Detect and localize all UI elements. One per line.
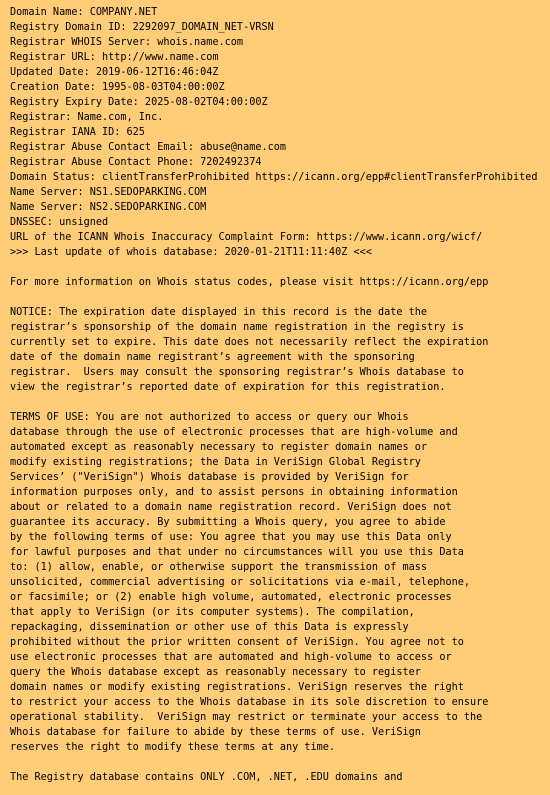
notice-line: registrar. Users may consult the sponsoring registrar’s Whois database to bbox=[10, 367, 464, 378]
whois-line-creation-date: Creation Date: 1995-08-03T04:00:00Z bbox=[10, 82, 225, 93]
terms-line: prohibited without the prior written consent of VeriSign. You agree not to bbox=[10, 637, 464, 648]
terms-line: operational stability. VeriSign may restrict or terminate your access to the bbox=[10, 712, 483, 723]
blank-line bbox=[10, 755, 550, 770]
blank-line bbox=[10, 395, 550, 410]
whois-line-updated-date: Updated Date: 2019-06-12T16:46:04Z bbox=[10, 67, 219, 78]
notice-line: date of the domain name registrant’s agreement with the sponsoring bbox=[10, 352, 415, 363]
terms-line: that apply to VeriSign (or its computer systems). The compilation, bbox=[10, 607, 415, 618]
terms-line: to: (1) allow, enable, or otherwise support the transmission of mass bbox=[10, 562, 428, 573]
blank-line bbox=[10, 260, 550, 275]
whois-line-name-server-2: Name Server: NS2.SEDOPARKING.COM bbox=[10, 202, 207, 213]
whois-line-abuse-email: Registrar Abuse Contact Email: abuse@name.com bbox=[10, 142, 287, 153]
terms-line: database through the use of electronic processes that are high-volume and bbox=[10, 427, 458, 438]
terms-line: repackaging, dissemination or other use of this Data is expressly bbox=[10, 622, 409, 633]
whois-line-registrar-iana-id: Registrar IANA ID: 625 bbox=[10, 127, 145, 138]
whois-line-registry-expiry-date: Registry Expiry Date: 2025-08-02T04:00:00Z bbox=[10, 97, 268, 108]
whois-line-registry-domain-id: Registry Domain ID: 2292097_DOMAIN_NET-VRSN bbox=[10, 22, 274, 33]
whois-line-status-codes-info: For more information on Whois status codes, please visit https://icann.org/epp bbox=[10, 277, 489, 288]
terms-line: guarantee its accuracy. By submitting a Whois query, you agree to abide bbox=[10, 517, 446, 528]
registry-database-line: The Registry database contains ONLY .COM, .NET, .EDU domains and bbox=[10, 772, 403, 783]
whois-line-registrar-whois-server: Registrar WHOIS Server: whois.name.com bbox=[10, 37, 244, 48]
notice-line: view the registrar’s reported date of expiration for this registration. bbox=[10, 382, 446, 393]
terms-line: to restrict your access to the Whois database in its sole discretion to ensure bbox=[10, 697, 489, 708]
terms-line: TERMS OF USE: You are not authorized to access or query our Whois bbox=[10, 412, 409, 423]
terms-line: for lawful purposes and that under no circumstances will you use this Data bbox=[10, 547, 464, 558]
terms-line: by the following terms of use: You agree that you may use this Data only bbox=[10, 532, 452, 543]
whois-line-name-server-1: Name Server: NS1.SEDOPARKING.COM bbox=[10, 187, 207, 198]
notice-line: currently set to expire. This date does not necessarily reflect the expiration bbox=[10, 337, 489, 348]
whois-line-domain-name: Domain Name: COMPANY.NET bbox=[10, 7, 158, 18]
terms-line: reserves the right to modify these terms at any time. bbox=[10, 742, 336, 753]
whois-line-abuse-phone: Registrar Abuse Contact Phone: 7202492374 bbox=[10, 157, 262, 168]
whois-line-dnssec: DNSSEC: unsigned bbox=[10, 217, 109, 228]
terms-line: Whois database for failure to abide by these terms of use. VeriSign bbox=[10, 727, 421, 738]
terms-line: unsolicited, commercial advertising or solicitations via e-mail, telephone, bbox=[10, 577, 471, 588]
notice-line: NOTICE: The expiration date displayed in this record is the date the bbox=[10, 307, 428, 318]
whois-line-registrar-url: Registrar URL: http://www.name.com bbox=[10, 52, 219, 63]
terms-line: automated except as reasonably necessary to register domain names or bbox=[10, 442, 428, 453]
terms-line: use electronic processes that are automated and high-volume to access or bbox=[10, 652, 452, 663]
terms-line: query the Whois database except as reasonably necessary to register bbox=[10, 667, 421, 678]
terms-line: or facsimile; or (2) enable high volume, automated, electronic processes bbox=[10, 592, 452, 603]
blank-line bbox=[10, 290, 550, 305]
terms-line: about or related to a domain name registration record. VeriSign does not bbox=[10, 502, 452, 513]
notice-line: registrar’s sponsorship of the domain name registration in the registry is bbox=[10, 322, 464, 333]
whois-line-icann-complaint-url: URL of the ICANN Whois Inaccuracy Complaint Form: https://www.icann.org/wicf/ bbox=[10, 232, 483, 243]
whois-line-domain-status: Domain Status: clientTransferProhibited https://icann.org/epp#clientTransferProhibited bbox=[10, 172, 538, 183]
terms-line: information purposes only, and to assist persons in obtaining information bbox=[10, 487, 458, 498]
whois-line-registrar: Registrar: Name.com, Inc. bbox=[10, 112, 164, 123]
terms-line: Services’ ("VeriSign") Whois database is provided by VeriSign for bbox=[10, 472, 409, 483]
whois-line-last-update: >>> Last update of whois database: 2020-01-21T11:11:40Z <<< bbox=[10, 247, 372, 258]
terms-line: domain names or modify existing registrations. VeriSign reserves the right bbox=[10, 682, 464, 693]
terms-line: modify existing registrations; the Data in VeriSign Global Registry bbox=[10, 457, 421, 468]
